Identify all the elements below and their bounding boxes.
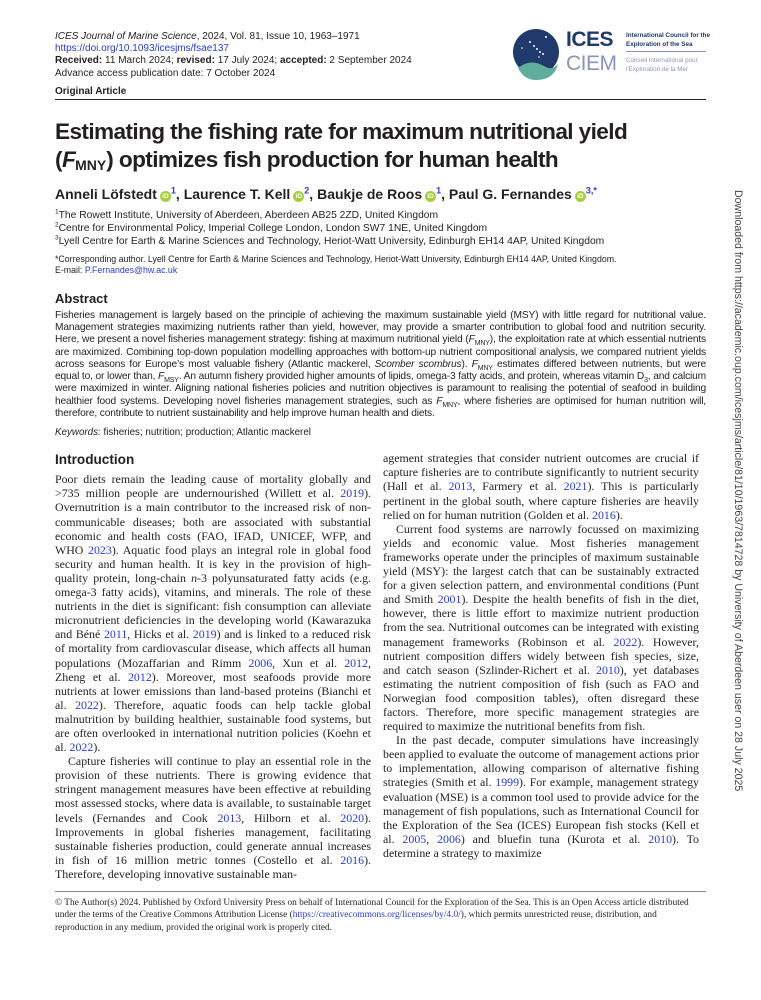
- paragraph: [55, 472, 371, 754]
- citation-link[interactable]: 2022: [69, 740, 94, 755]
- text-run: ). Improvements in global fisheries management, facilitating sustainable fisheries production, could generate annual increases in fish of 16 million metric tonnes (Costello et al.: [55, 810, 371, 867]
- subscript-text: MNY: [477, 364, 493, 372]
- paragraph: [383, 522, 699, 733]
- corresponding-text: *Corresponding author. Lyell Centre for Earth & Marine Sciences and Technology, Heriot-Watt University, Edinburgh EH14 4AP, United Kingdom.: [55, 253, 617, 264]
- author-name[interactable]: Baukje de Roos: [317, 186, 423, 202]
- article-title: [55, 118, 706, 179]
- author-name[interactable]: Anneli Löfstedt: [55, 186, 157, 202]
- email-link[interactable]: P.Fernandes@hw.ac.uk: [84, 265, 178, 276]
- author-separator: ,: [175, 186, 184, 202]
- paragraph: [383, 733, 699, 860]
- citation-link[interactable]: 2011: [103, 627, 128, 642]
- abstract-body: [55, 310, 706, 421]
- keywords-label: Keywords:: [55, 427, 101, 439]
- author-name[interactable]: Laurence T. Kell: [183, 186, 291, 202]
- paragraph: [55, 754, 371, 881]
- citation-link[interactable]: 2023: [88, 542, 112, 557]
- footer-divider: [55, 891, 706, 892]
- text-run: ). However, nutrient composition differs widely between fish species, size, and catch season (Szlinder-Richert et al.: [383, 634, 699, 677]
- header-divider: [55, 99, 706, 100]
- keywords-list: fisheries; nutrition; production; Atlantic mackerel: [100, 427, 311, 439]
- text-run: ). For example, management strategy evaluation (MSE) is a common tool used to provide advice for the management of fish populations, such as International Council for the Exploration of the Sea (ICES) European fish stocks (Kell et al.: [383, 775, 699, 846]
- logo-english-name: International Council for the Exploration of the Sea: [626, 32, 710, 48]
- author-list: [55, 185, 706, 203]
- logo-ciem-text: CIEM: [566, 52, 617, 75]
- text-run: ) and is linked to a reduced risk of mortality from cardiovascular disease, which affects all human populations (Mozaffarian and Rimm: [55, 627, 371, 670]
- received-date: 11 March 2024;: [102, 55, 177, 67]
- text-run: In the past decade, computer simulations have increasingly been applied to evaluate the outcome of management actions prior to implementation, allowing comparison of alternative fishing strategies (Smith et al.: [383, 733, 699, 790]
- subscript-text: MNY: [474, 340, 490, 348]
- journal-name: ICES Journal of Marine Science: [55, 31, 197, 42]
- license-text-2: ), which permits unrestricted reuse, distribution, and reproduction in any medium, provided the original work is properly cited.: [55, 910, 657, 933]
- citation-link[interactable]: 2016: [592, 507, 616, 522]
- text-run: ). Moreover, most seafoods provide more nutrients at lower emissions than land-based proteins (Bianchi et al.: [55, 669, 371, 712]
- license-text-1: © The Author(s) 2024. Published by Oxford University Press on behalf of International Council for the Exploration of the Sea. This is an Open Access article distributed under the terms of the Creative Commons Attribution License (: [55, 898, 689, 921]
- email-label: E-mail:: [55, 265, 85, 276]
- subscript-text: MNY: [442, 401, 458, 409]
- author-affiliation-mark[interactable]: 2: [304, 185, 310, 196]
- citation-link[interactable]: 2019: [192, 627, 217, 642]
- text-run: ) and bluefin tuna (Kurota et al.: [460, 831, 649, 846]
- citation-link[interactable]: 2022: [75, 697, 99, 712]
- revised-date: 17 July 2024;: [214, 55, 280, 67]
- text-run: -3 polyunsaturated fatty acids (e.g. omega-3 fatty acids), vitamins, and minerals. The role of these nutrients in the diet is significant: fish consumption can alleviate micronutrient deficiencies in the developing world (Kawarazuka and Béné: [55, 570, 371, 642]
- download-note: Downloaded from https://academic.oup.com/icesjms/article/81/10/1963/7814728 by University of Aberdeen user on 28 July 2025: [732, 190, 744, 792]
- text-run: Capture fisheries will continue to play an essential role in the provision of these nutrients. There is growing evidence that stringent management measures have been effective at rebuilding most assessed stocks, where data is available, to sustainable target levels (Fernandes and Cook: [55, 754, 371, 825]
- citation-link[interactable]: 2012: [127, 669, 152, 684]
- accepted-date: 2 September 2024: [326, 55, 412, 67]
- citation-link[interactable]: 1999: [495, 775, 520, 790]
- italic-text: Scomber scombrus: [374, 358, 462, 370]
- text-run: estimates differed between nutrients, but were equal to, or lower than,: [55, 358, 706, 383]
- text-run: ).: [461, 358, 472, 370]
- text-run: ). Despite the health benefits of fish in the diet, however, there is little effort to maximize nutrient production from the sea. Nutritional outcomes can be integrated with existing management frameworks (Robinson et al.: [383, 592, 699, 649]
- logo-ices-text: ICES: [566, 28, 614, 51]
- revised-label: revised:: [176, 55, 215, 67]
- affiliation-text: Centre for Environmental Policy, Imperial College London, London SW7 1NE, United Kingdom: [58, 223, 488, 235]
- license-footer: [55, 897, 706, 934]
- subscript-text: 3: [644, 377, 648, 385]
- text-run: ). To determine a strategy to maximize: [383, 831, 700, 860]
- citation-link[interactable]: 2021: [563, 479, 588, 494]
- title-line-2: ) optimizes fish production for human health: [106, 147, 559, 172]
- text-run: ). This is particularly pertinent in the global south, where capture fisheries are heavily relied on for human nutrition (Golden et al.: [383, 479, 699, 522]
- affiliations: [55, 209, 706, 249]
- author-separator: ,: [441, 186, 449, 202]
- received-label: Received:: [55, 55, 103, 67]
- introduction-section: [55, 451, 706, 881]
- article-body: [55, 118, 706, 934]
- citation-link[interactable]: 2006: [248, 655, 273, 670]
- citation-link[interactable]: 2001: [437, 592, 462, 607]
- affiliation-number: 3: [55, 234, 59, 242]
- left-column: [55, 472, 371, 881]
- ices-logo: [510, 30, 710, 80]
- corresponding-author: [55, 254, 706, 277]
- title-subscript: MNY: [75, 157, 107, 173]
- paragraph: [383, 451, 699, 521]
- italic-text: F: [471, 358, 478, 370]
- orcid-icon[interactable]: iD: [293, 191, 304, 202]
- left-column-wrapper: [55, 451, 371, 881]
- text-run: agement strategies that consider nutrient outcomes are crucial if capture fisheries are to contribute significantly to nutrient security (Hall et al.: [383, 451, 699, 494]
- subscript-text: MSY: [164, 377, 179, 385]
- text-run: Poor diets remain the leading cause of mortality globally and >735 million people are undernourished (Willett et al.: [55, 472, 371, 501]
- accepted-label: accepted:: [279, 55, 327, 67]
- italic-text: F: [158, 371, 165, 383]
- citation-link[interactable]: 2006: [437, 831, 461, 846]
- citation-link[interactable]: 2020: [340, 810, 365, 825]
- title-paren: (: [55, 147, 62, 172]
- text-run: ), yet databases estimating the nutrient composition of fish (such as FAO and Norwegian food composition tables), often disregard these factors. Therefore, more specific management strategies are required to maximize the nutritional benefits from fish.: [383, 662, 699, 734]
- title-f-symbol: F: [61, 147, 76, 172]
- author-affiliation-mark[interactable]: 3,*: [585, 185, 597, 196]
- affiliation-text: The Rowett Institute, University of Aberdeen, Aberdeen AB25 2ZD, United Kingdom: [58, 210, 439, 221]
- orcid-icon[interactable]: iD: [575, 191, 586, 202]
- affiliation: [55, 222, 706, 235]
- text-run: Current food systems are narrowly focussed on maximizing yields and economic value. Most fisheries management frameworks operate under the principles of maximum sustainable yield (MSY): the largest catch that can be sustainably extracted for a given selection pattern, and environmental conditions (Punt and Smith: [383, 521, 699, 607]
- abstract-heading: Abstract: [55, 290, 108, 306]
- orcid-icon[interactable]: iD: [425, 191, 436, 202]
- journal-citation: , 2024, Vol. 81, Issue 10, 1963–1971: [196, 31, 360, 42]
- citation-link[interactable]: 2012: [344, 655, 369, 670]
- citation-link[interactable]: 2016: [340, 852, 365, 867]
- text-run: . An autumn fishery provided higher amounts of lipids, omega-3 fatty acids, and protein, whereas vitamin D: [178, 371, 645, 383]
- text-run: , where fisheries are optimised for human nutrition will, therefore, contribute to nutrient sustainability and help improve human health and diets.: [55, 395, 706, 419]
- affiliation-number: 2: [55, 221, 59, 229]
- author-affiliation-mark[interactable]: 1: [170, 185, 176, 196]
- text-run: Fisheries management is largely based on the principle of achieving the maximum sustainable yield (MSY) with little regard for nutritional value. Management strategies maximizing nutrients rather than yield, however, may provide a smarter contribution to global food and nutrition security. Here, we present a novel fisheries management strategy: fishing at maximum nutritional yield (: [55, 309, 706, 346]
- ices-emblem-icon: [510, 28, 562, 80]
- italic-text: F: [436, 395, 443, 407]
- dates-line: [55, 55, 412, 67]
- italic-text: F: [468, 334, 475, 346]
- text-run: , Zheng et al.: [55, 655, 371, 684]
- affiliation: [55, 209, 706, 222]
- text-run: ). Overnutrition is a main contributor to the increased risk of non-communicable diseases; both are associated with substantial economic and health costs (FAO, IFAD, UNICEF, WFP, and WHO: [55, 486, 371, 557]
- author-name[interactable]: Paul G. Fernandes: [448, 186, 572, 202]
- text-run: ).: [615, 507, 623, 522]
- citation-link[interactable]: 2010: [596, 662, 620, 677]
- text-run: ). Therefore, aquatic foods can help tackle global malnutrition by building healthier, sustainable food systems, but are often overlooked in international nutrition policies (Koehn et al.: [55, 697, 371, 755]
- citation-link[interactable]: 2010: [648, 831, 673, 846]
- author-separator: ,: [309, 186, 318, 202]
- author-affiliation-mark[interactable]: 1: [436, 185, 442, 196]
- orcid-icon[interactable]: iD: [160, 191, 171, 202]
- article-type: Original Article: [55, 86, 127, 97]
- affiliation-text: Lyell Centre for Earth & Marine Sciences and Technology, Heriot-Watt University, Edinburgh EH14 4AP, United Kingdom: [58, 236, 605, 248]
- text-run: ). Aquatic food plays an integral role in global food security and human health. It is key in the provision of high-quality protein, long-chain: [55, 542, 372, 585]
- journal-header: [55, 31, 412, 80]
- text-run: ). Therefore, developing innovative sustainable man-: [55, 852, 371, 881]
- citation-link[interactable]: 2013: [448, 479, 473, 494]
- text-run: ).: [93, 740, 101, 755]
- license-link[interactable]: https://creativecommons.org/licenses/by/4.0/: [292, 910, 461, 921]
- doi-link[interactable]: https://doi.org/10.1093/icesjms/fsae137: [55, 43, 229, 55]
- text-run: , Hilborn et al.: [241, 810, 341, 825]
- introduction-heading: Introduction: [55, 452, 135, 468]
- right-column: [383, 451, 699, 860]
- advance-access-date: Advance access publication date: 7 October 2024: [55, 67, 276, 79]
- citation-link[interactable]: 2005: [402, 831, 427, 846]
- text-run: , Xun et al.: [272, 655, 345, 670]
- citation-link[interactable]: 2019: [340, 486, 365, 501]
- affiliation-number: 1: [55, 208, 59, 216]
- logo-french-name: Conseil International pour l'Exploration de la Mer: [626, 57, 698, 73]
- logo-divider: [626, 51, 706, 52]
- citation-link[interactable]: 2022: [613, 634, 638, 649]
- text-run: , and calcium were maximized in winter. Aligning national fisheries policies and nutrition objectives is paramount to realising the potential of seafood in building healthier food systems. Developing novel fisheries management strategies, such as: [55, 371, 707, 407]
- text-run: ), the exploitation rate at which essential nutrients are maximized. Combining top-down population modelling approaches with bottom-up nutrient compositional analysis, we compared nutrient yields across seasons for Europe’s most valuable fishery (Atlantic mackerel,: [55, 334, 706, 370]
- title-line-1: Estimating the fishing rate for maximum nutritional yield: [55, 119, 628, 144]
- text-run: , Hicks et al.: [127, 627, 193, 642]
- italic-text: n: [191, 570, 198, 585]
- affiliation: [55, 235, 706, 248]
- keywords: [55, 426, 706, 439]
- text-run: , Farmery et al.: [472, 479, 564, 494]
- text-run: ,: [426, 831, 438, 846]
- citation-link[interactable]: 2013: [217, 810, 242, 825]
